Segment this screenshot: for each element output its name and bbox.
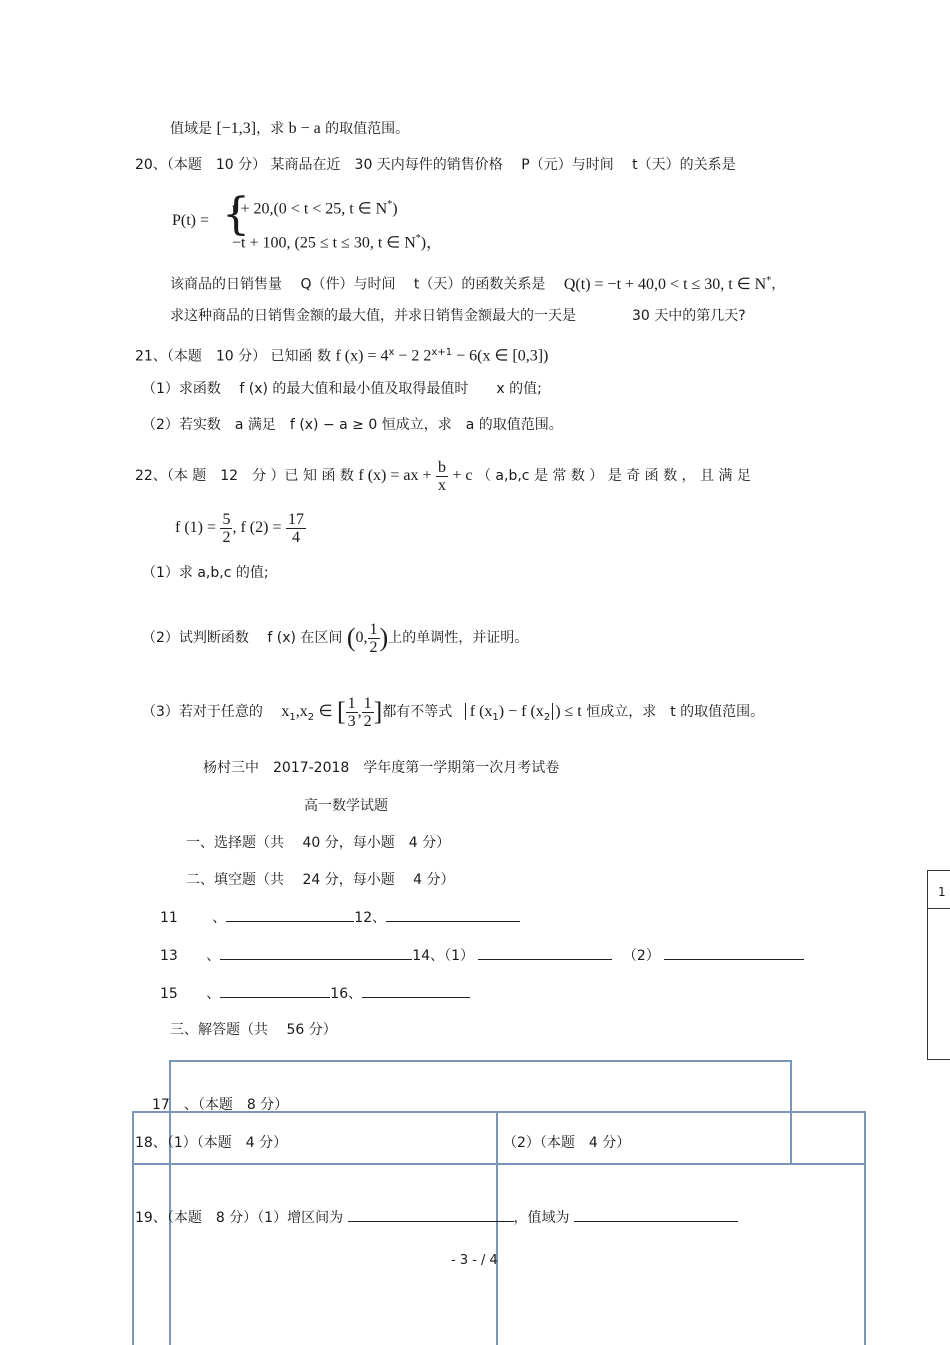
n16: 16、 bbox=[330, 986, 363, 1002]
q22-part3: （3）若对于任意的 $x_1,x_2$ ∈ [ $\frac{1}{3}$ , $\frac{1}{2}$ ]都有不等式 f $(x_1) - f$ ($x_2$ ) ≤ t 恒成立，求 t 的取值范围。 bbox=[142, 694, 765, 730]
q22-heading bbox=[135, 458, 751, 494]
frac-1-3 bbox=[346, 695, 358, 730]
box-inner-right bbox=[790, 1111, 792, 1165]
frac-1-2 bbox=[368, 621, 380, 656]
star: * bbox=[387, 199, 393, 210]
x2: x bbox=[299, 703, 308, 720]
int0: 0, bbox=[355, 629, 368, 646]
den: 3 bbox=[347, 712, 356, 730]
box17-right bbox=[790, 1060, 792, 1112]
q19-text-b: ，值域为 bbox=[513, 1210, 570, 1226]
page-number: - 3 - / 4 bbox=[451, 1253, 498, 1268]
num: 5 bbox=[222, 510, 231, 528]
p3b: 都有不等式 bbox=[382, 704, 453, 720]
blank-12[interactable] bbox=[386, 909, 520, 922]
value-range-line bbox=[170, 120, 409, 138]
q21-num: 21、 bbox=[135, 348, 167, 365]
q21-formula: f (x) = 4 bbox=[335, 347, 389, 365]
sub1: 1 bbox=[492, 711, 499, 723]
dot: 、 bbox=[212, 910, 227, 926]
blank-row-11 bbox=[160, 909, 520, 927]
section-2: 二、填空题（共 24 分，每小题 4 分） bbox=[186, 872, 455, 888]
frac-1-2b bbox=[362, 695, 374, 730]
text-a: 值域是 bbox=[170, 121, 212, 137]
q18-part2-label: （2）（本题 4 分） bbox=[503, 1135, 631, 1151]
case2-text: −t + 100, (25 ≤ t ≤ 30, t ∈ N bbox=[232, 234, 416, 252]
box-left bbox=[132, 1111, 134, 1345]
p3c: 恒成立，求 t 的取值范围。 bbox=[586, 704, 765, 720]
den: 2 bbox=[369, 638, 378, 656]
sub2: 2 bbox=[543, 711, 551, 723]
q21-part1: （1）求函数 f (x) 的最大值和最小值及取得最值时 x 的值; bbox=[142, 381, 542, 397]
left-brace-icon: { bbox=[222, 189, 250, 240]
den-x: x bbox=[437, 476, 446, 494]
n14: 14、（1） bbox=[412, 948, 475, 964]
q18-part1-label: 18、（1）（本题 4 分） bbox=[135, 1135, 288, 1151]
ineq2: ) − f (x bbox=[498, 703, 544, 720]
p-lhs: P(t) = bbox=[172, 212, 210, 229]
p2a: （2）试判断函数 f (x) 在区间 bbox=[142, 630, 343, 646]
q22-head: （本 题 12 分 ）已 知 函 数 bbox=[166, 468, 354, 484]
box18-mid bbox=[496, 1111, 498, 1345]
p-case1 bbox=[232, 196, 398, 218]
frac-17-4 bbox=[286, 511, 306, 546]
bracket-open-icon: [ bbox=[336, 697, 346, 726]
q22-formula-c: + c bbox=[452, 467, 473, 484]
q21-part2: （2）若实数 a 满足 f (x) − a ≥ 0 恒成立，求 a 的取值范围。 bbox=[142, 417, 563, 433]
box-right bbox=[864, 1111, 866, 1345]
q21-mid: − 2 2 bbox=[394, 347, 432, 365]
den: 2 bbox=[222, 528, 231, 546]
num: 1 bbox=[347, 694, 356, 712]
q20-head: （本题 10 分） 某商品在近 30 天内每件的销售价格 P（元）与时间 t（天）的关系是 bbox=[166, 157, 736, 173]
q22-formula-a: f (x) = ax + bbox=[358, 467, 432, 484]
exp-x: x bbox=[388, 347, 395, 358]
q20-heading bbox=[135, 156, 736, 174]
comma: ， bbox=[426, 234, 443, 252]
school-title: 杨村三中 2017-2018 学年度第一学期第一次月考试卷 bbox=[203, 760, 560, 776]
ineq1: f (x bbox=[465, 703, 493, 720]
q21-end: − 6(x ∈ [0,3]) bbox=[452, 347, 549, 365]
q22-part2 bbox=[142, 618, 528, 658]
num: 17 bbox=[287, 510, 304, 528]
n11: 11 bbox=[160, 910, 178, 926]
case1-text: t + 20,(0 < t < 25, t ∈ N bbox=[232, 200, 388, 218]
ineq3: ) ≤ t bbox=[552, 703, 582, 720]
q-text: 该商品的日销售量 Q（件）与时间 t（天）的函数关系是 bbox=[170, 276, 546, 293]
q-formula: Q(t) = −t + 40,0 < t ≤ 30, t ∈ N bbox=[563, 275, 767, 293]
section-1: 一、选择题（共 40 分，每小题 4 分） bbox=[186, 835, 451, 851]
text-b: ，求 bbox=[256, 121, 285, 137]
dot: 、 bbox=[206, 986, 221, 1002]
blank-14-1[interactable] bbox=[478, 947, 612, 960]
in-symbol: ∈ bbox=[318, 703, 333, 720]
blank-13[interactable] bbox=[220, 947, 412, 960]
frac-5-2 bbox=[220, 511, 232, 546]
f1: f (1) = bbox=[175, 519, 217, 536]
x1: x bbox=[281, 703, 290, 720]
text-c: 的取值范围。 bbox=[325, 121, 410, 137]
blank-11[interactable] bbox=[226, 909, 354, 922]
box17-top bbox=[169, 1060, 792, 1062]
q22-conditions bbox=[175, 508, 306, 548]
exp-x1: x+1 bbox=[431, 347, 453, 358]
num: 1 bbox=[363, 694, 372, 712]
exam-title: 高一数学试题 bbox=[304, 798, 388, 814]
f2: , f (2) = bbox=[232, 519, 282, 536]
dot: 、 bbox=[206, 948, 221, 964]
interval: [−1,3] bbox=[216, 120, 257, 137]
p-case2 bbox=[232, 230, 442, 252]
box19-top bbox=[132, 1163, 866, 1165]
q20-ask: 求这种商品的日销售金额的最大值，并求日销售金额最大的一天是 30 天中的第几天? bbox=[170, 308, 746, 324]
sub1: 1 bbox=[289, 711, 296, 723]
side-mark: 1 bbox=[938, 885, 946, 899]
blank-q19-interval[interactable] bbox=[348, 1209, 514, 1222]
n15: 15 bbox=[160, 986, 178, 1002]
expr: b − a bbox=[288, 120, 321, 137]
q22-tail: （ a,b,c 是 常 数 ） 是 奇 函 数 ， 且 满 足 bbox=[476, 468, 751, 484]
blank-q19-range[interactable] bbox=[574, 1209, 738, 1222]
close: ) bbox=[420, 234, 427, 252]
q20-q-line bbox=[170, 272, 785, 294]
bracket-close-icon: ] bbox=[373, 697, 383, 726]
q22-part1: （1）求 a,b,c 的值; bbox=[142, 565, 269, 581]
num-b: b bbox=[437, 458, 446, 476]
close: ) bbox=[392, 200, 398, 218]
q17-label: 17 、（本题 8 分） bbox=[152, 1097, 289, 1113]
q-end: ， bbox=[771, 276, 786, 293]
blank-row-15 bbox=[160, 985, 470, 1003]
sub2: 2 bbox=[307, 711, 315, 723]
q19-text: 19、（本题 8 分）（1）增区间为 bbox=[135, 1210, 344, 1226]
n12: 12、 bbox=[354, 910, 387, 926]
star: * bbox=[766, 275, 772, 286]
section-3: 三、解答题（共 56 分） bbox=[170, 1022, 337, 1038]
p2b: 上的单调性，并证明。 bbox=[388, 630, 529, 646]
den: 2 bbox=[363, 712, 372, 730]
q22-num: 22、 bbox=[135, 468, 167, 484]
q21-heading bbox=[135, 344, 548, 366]
n14b: （2） bbox=[622, 948, 660, 964]
num: 1 bbox=[369, 620, 378, 638]
n13: 13 bbox=[160, 948, 178, 964]
q20-num: 20、 bbox=[135, 157, 167, 173]
q19-label bbox=[135, 1209, 738, 1227]
den: 4 bbox=[291, 528, 300, 546]
p3a: （3）若对于任意的 bbox=[142, 704, 263, 720]
side-box-divider bbox=[927, 908, 950, 909]
paren-open-icon: ( bbox=[346, 623, 356, 652]
blank-16[interactable] bbox=[362, 985, 470, 998]
blank-row-13 bbox=[160, 947, 804, 965]
blank-14-2[interactable] bbox=[664, 947, 804, 960]
blank-15[interactable] bbox=[220, 985, 330, 998]
q21-head: （本题 10 分） 已知函 数 bbox=[166, 348, 331, 365]
b-over-x bbox=[436, 459, 448, 494]
paren-close-icon: ) bbox=[379, 623, 389, 652]
star: * bbox=[415, 233, 421, 244]
